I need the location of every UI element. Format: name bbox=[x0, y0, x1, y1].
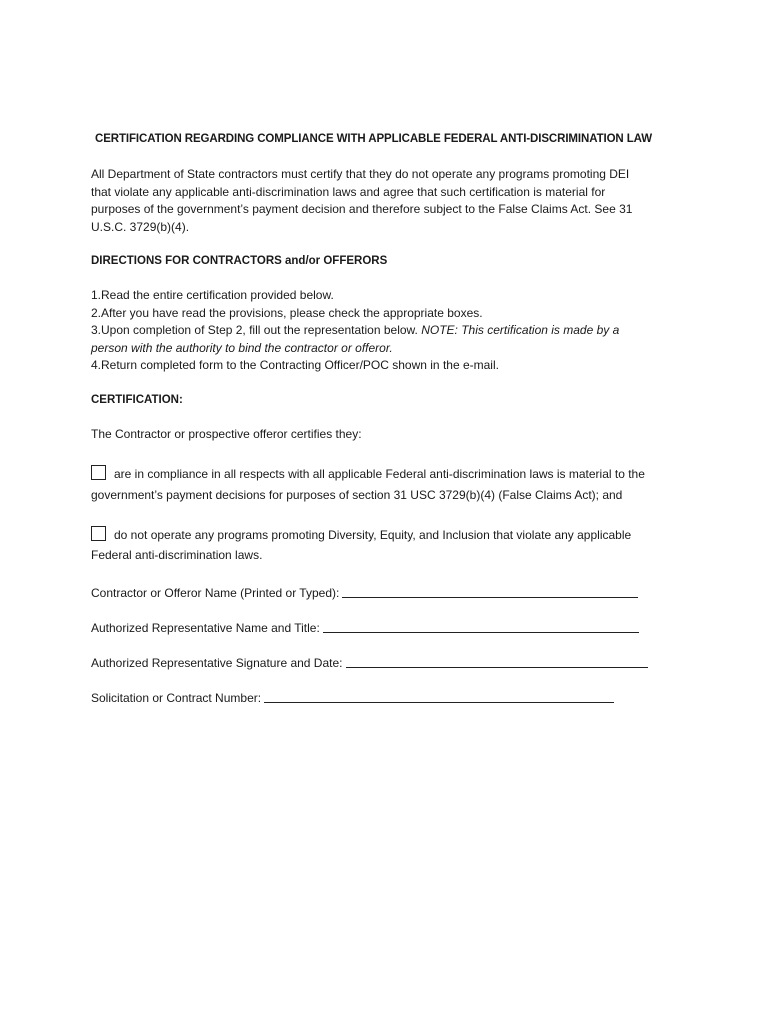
directions-heading: DIRECTIONS FOR CONTRACTORS and/or OFFERORS bbox=[91, 255, 388, 267]
compliance-checkbox[interactable] bbox=[91, 465, 106, 480]
direction-step-1: 1.Read the entire certification provided below. bbox=[91, 288, 334, 302]
contractor-name-input[interactable] bbox=[342, 585, 638, 598]
representative-name-input[interactable] bbox=[323, 620, 639, 633]
certification-item-text: are in compliance in all respects with all applicable Federal anti-discrimination laws is material to the bbox=[114, 467, 645, 481]
contractor-name-field bbox=[91, 585, 638, 603]
intro-paragraph bbox=[91, 166, 671, 236]
contract-number-field bbox=[91, 690, 614, 708]
intro-line: U.S.C. 3729(b)(4). bbox=[91, 219, 190, 234]
representative-signature-field bbox=[91, 655, 648, 673]
certification-item-line bbox=[91, 465, 691, 484]
dei-checkbox[interactable] bbox=[91, 526, 106, 541]
certification-item-line: government’s payment decisions for purposes of section 31 USC 3729(b)(4) (False Claims Act); and bbox=[91, 487, 623, 502]
certification-item-line bbox=[91, 526, 691, 545]
representative-signature-label: Authorized Representative Signature and Date: bbox=[91, 656, 343, 670]
direction-step-2: 2.After you have read the provisions, please check the appropriate boxes. bbox=[91, 305, 483, 320]
certification-item-compliance bbox=[91, 465, 691, 504]
intro-line: that violate any applicable anti-discrimination laws and agree that such certification is material for bbox=[91, 184, 606, 199]
certifies-text: The Contractor or prospective offeror certifies they: bbox=[91, 427, 362, 441]
direction-step-3-continued bbox=[91, 340, 681, 358]
intro-line: All Department of State contractors must certify that they do not operate any programs promoting DEI bbox=[91, 167, 630, 181]
document-title: CERTIFICATION REGARDING COMPLIANCE WITH APPLICABLE FEDERAL ANTI-DISCRIMINATION LAW bbox=[95, 133, 652, 145]
contract-number-label: Solicitation or Contract Number: bbox=[91, 691, 262, 705]
direction-step-3 bbox=[91, 322, 681, 340]
direction-step-4: 4.Return completed form to the Contracting Officer/POC shown in the e-mail. bbox=[91, 358, 499, 372]
contract-number-input[interactable] bbox=[264, 690, 614, 703]
certification-item-dei bbox=[91, 526, 691, 564]
direction-step-3-text: 3.Upon completion of Step 2, fill out the representation below. bbox=[91, 323, 422, 337]
directions-list bbox=[91, 287, 681, 375]
representative-name-field bbox=[91, 620, 639, 638]
representative-signature-input[interactable] bbox=[346, 655, 648, 668]
certification-heading: CERTIFICATION: bbox=[91, 394, 183, 406]
direction-step-3-note-continued: person with the authority to bind the contractor or offeror. bbox=[91, 340, 393, 355]
contractor-name-label: Contractor or Offeror Name (Printed or Typed): bbox=[91, 586, 340, 600]
intro-line: purposes of the government’s payment decision and therefore subject to the False Claims Act. See 31 bbox=[91, 202, 633, 216]
certification-item-line: Federal anti-discrimination laws. bbox=[91, 547, 263, 562]
representative-name-label: Authorized Representative Name and Title: bbox=[91, 621, 320, 635]
certification-item-text: do not operate any programs promoting Diversity, Equity, and Inclusion that violate any applicable bbox=[114, 528, 632, 542]
direction-step-3-note: NOTE: This certification is made by a bbox=[421, 323, 620, 337]
